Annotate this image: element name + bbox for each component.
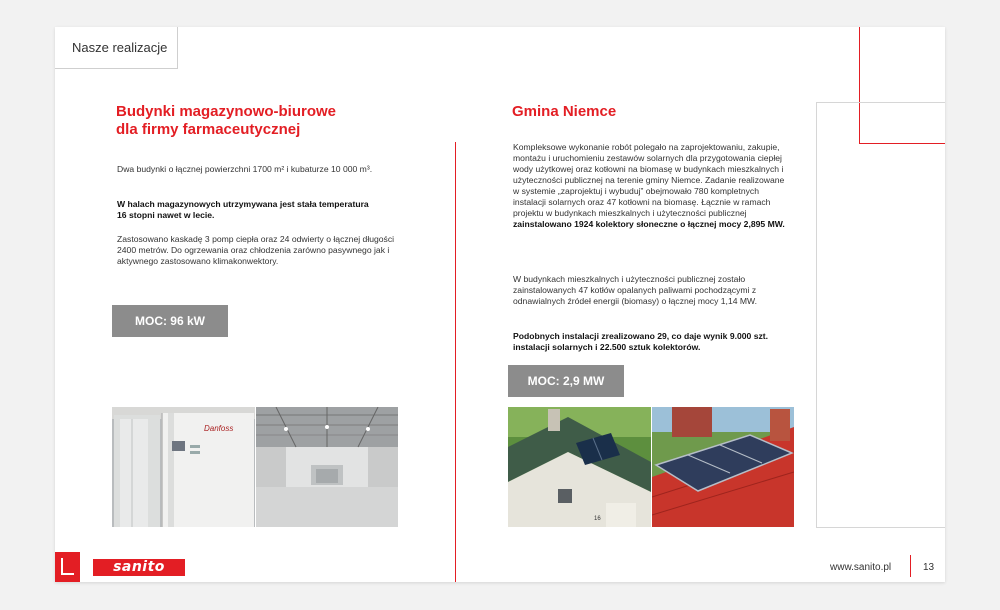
section-tab — [55, 27, 178, 69]
right-frame-top — [816, 102, 945, 103]
footer-divider — [910, 555, 911, 577]
center-divider — [455, 142, 456, 582]
brochure-page — [55, 27, 945, 582]
left-paragraph-1: Dwa budynki o łącznej powierzchni 1700 m² i kubaturze 10 000 m³. — [117, 164, 373, 174]
heat-pump-image — [112, 407, 255, 527]
right-frame-left — [816, 102, 817, 528]
right-paragraph-3 — [513, 331, 798, 353]
right-power-badge — [508, 365, 624, 397]
left-title-line2: dla firmy farmaceutycznej — [116, 121, 301, 138]
right-title: Gmina Niemce — [512, 103, 617, 120]
right-paragraph-1 — [513, 142, 791, 230]
left-paragraph-3: Zastosowano kaskadę 3 pomp ciepła oraz 24 odwierty o łącznej długości 2400 metrów. Do ogrzewania oraz chłodzenia zarówno pasywnego jak i aktywnego zastosowano klimakonwektory. — [117, 234, 395, 266]
left-paragraph-2 — [117, 199, 379, 221]
left-power-badge — [112, 305, 228, 337]
pump-brand-text: Danfoss — [204, 424, 234, 433]
warehouse-photo — [256, 407, 398, 527]
left-title — [116, 103, 416, 139]
left-paragraph-2-text: W halach magazynowych utrzymywana jest stała temperatura 16 stopni nawet w lecie. — [117, 199, 369, 220]
left-power-label: MOC: 96 kW — [134, 314, 205, 328]
solar-roof-image — [652, 407, 794, 527]
corner-red-vertical — [859, 27, 860, 144]
page-number: 13 — [923, 562, 935, 573]
left-title-line1: Budynki magazynowo-biurowe — [116, 103, 337, 120]
solar-roof-photo — [652, 407, 794, 527]
house-number: 16 — [594, 516, 601, 522]
right-paragraph-3-text: Podobnych instalacji zrealizowano 29, co daje wynik 9.000 szt. instalacji solarnych i 22.500 sztuk kolektorów. — [513, 331, 769, 352]
corner-red-horizontal — [859, 143, 945, 144]
sanito-logo[interactable]: sanito — [93, 559, 185, 576]
heat-pump-photo — [112, 407, 255, 527]
right-paragraph-1-bold: zainstalowano 1924 kolektory słoneczne o łącznej mocy 2,895 MW. — [513, 219, 785, 229]
section-label: Nasze realizacje — [72, 40, 168, 55]
right-paragraph-1-text: Kompleksowe wykonanie robót polegało na zaprojektowaniu, zakupie, montażu i uruchomieniu zestawów solarnych dla przygotowania ciepłej wody użytkowej oraz kotłowni na biomasę w budynkach mieszkalnych i użyteczności publicznej na terenie gminy Niemce. Zadanie realizowane w systemie „zaprojektuj i wybuduj” obejmowało 780 kompletnych instalacji solarnych oraz 47 kotłowni na biomasę. Łącznie w ramach projektu w budynkach mieszkalnych i użyteczności publicznej — [513, 142, 785, 218]
solar-house-photo — [508, 407, 651, 527]
website-link[interactable]: www.sanito.pl — [830, 562, 892, 573]
solar-house-image — [508, 407, 651, 527]
warehouse-image — [256, 407, 398, 527]
right-paragraph-2: W budynkach mieszkalnych i użyteczności publicznej zostało zainstalowanych 47 kotłów opalanych paliwami pochodzącymi z odnawialnych źródeł energii (biomasy) o łącznej mocy 1,14 MW. — [513, 274, 758, 306]
logo-mark-icon — [55, 552, 80, 582]
right-frame-bottom — [816, 527, 945, 528]
right-power-label: MOC: 2,9 MW — [527, 374, 605, 388]
